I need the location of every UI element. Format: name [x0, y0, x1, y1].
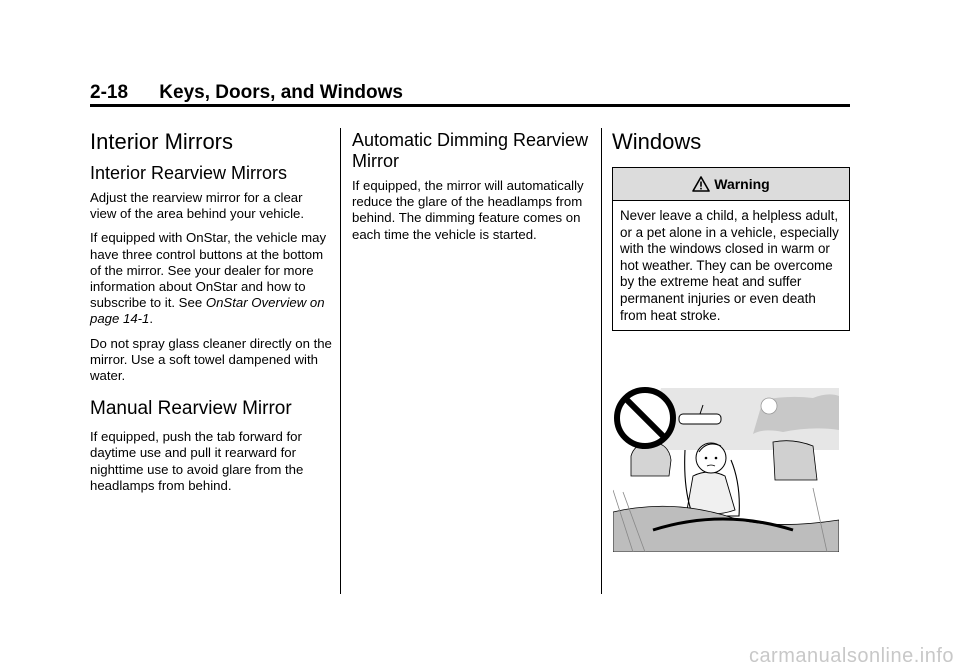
column-1 [90, 118, 332, 502]
heading-windows: Windows [612, 129, 702, 154]
warning-text: Never leave a child, a helpless adult, or a pet alone in a vehicle, especially with the windows closed in warm or hot weather. They can be overcome by the extreme heat and suffer permanent injuries or even death from heat stroke. [620, 208, 839, 323]
onstar-text: If equipped with OnStar, the vehicle may have three control buttons at the bottom of the mirror. See your dealer for more information about OnStar and how to subscribe to it. See [90, 230, 327, 311]
warning-header [613, 168, 849, 201]
header-rule [90, 104, 850, 107]
child-in-car-illustration [613, 380, 839, 552]
column-divider-1 [340, 128, 341, 594]
column-divider-2 [601, 128, 602, 594]
onstar-reference-link[interactable]: OnStar Overview on page 14-1 [90, 295, 325, 327]
paragraph-manual: If equipped, push the tab forward for daytime use and pull it rearward for nighttime use to avoid glare from the headlamps from behind. [90, 429, 304, 493]
column-3 [612, 118, 852, 331]
paragraph-dimming: If equipped, the mirror will automatically reduce the glare of the headlamps from behind. The dimming feature comes on each time the vehicle is started. [352, 178, 584, 242]
heading-interior-mirrors: Interior Mirrors [90, 129, 234, 154]
column-2 [352, 118, 592, 251]
onstar-period: . [149, 311, 154, 327]
page-header [90, 82, 850, 104]
paragraph-adjust: Adjust the rearview mirror for a clear view of the area behind your vehicle. [90, 190, 305, 222]
heading-manual-rearview-mirror: Manual Rearview Mirror [90, 398, 292, 420]
warning-box [612, 167, 850, 331]
watermark: carmanualsonline.info [748, 645, 954, 667]
heading-automatic-dimming: Automatic Dimming Rearview Mirror [352, 130, 589, 171]
section-title: Keys, Doors, and Windows [159, 82, 403, 103]
page-number: 2-18 [90, 82, 129, 103]
heading-interior-rearview-mirrors: Interior Rearview Mirrors [90, 163, 288, 183]
paragraph-cleaning: Do not spray glass cleaner directly on the mirror. Use a soft towel dampened with water. [90, 335, 332, 384]
paragraph-onstar [90, 230, 332, 327]
warning-icon [692, 176, 710, 192]
warning-title: Warning [714, 176, 770, 192]
